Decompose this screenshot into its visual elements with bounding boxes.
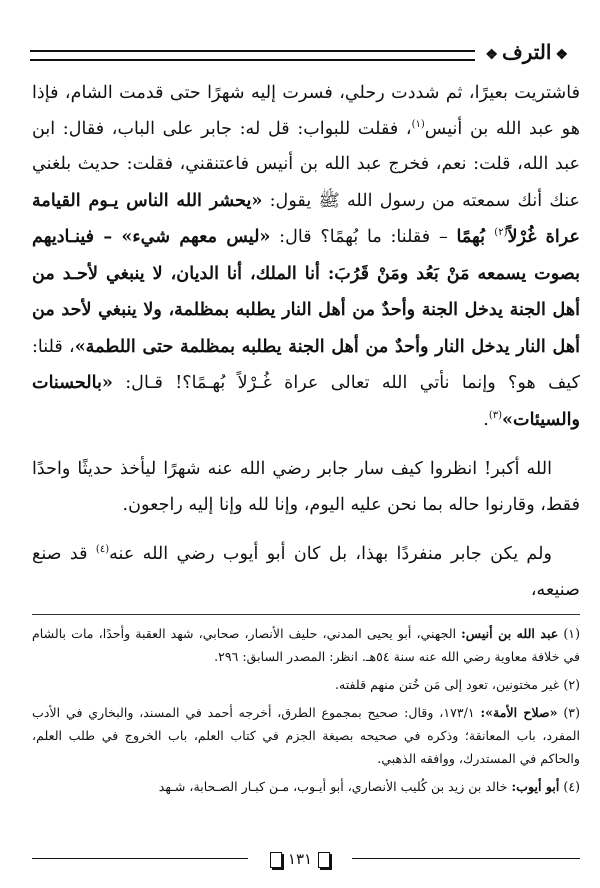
ornament-icon: ❖ xyxy=(555,47,568,63)
footnote-number: (٢) xyxy=(563,677,580,692)
running-header xyxy=(30,36,580,68)
page-number-box xyxy=(248,844,352,874)
footnote-number: (٤) xyxy=(563,779,580,794)
page-footer xyxy=(0,844,600,874)
footnote-head: عبد الله بن أنيس: xyxy=(461,626,559,641)
header-title xyxy=(475,36,580,71)
footnote-separator xyxy=(32,614,580,615)
footnote-number: (١) xyxy=(563,626,580,641)
text-run: ، فقلت للبواب: قل له: جابر على الباب، فقال: ابن عبد الله، قلت: نعم، فخرج عبد الله بن أنيس فاعتنقني، فقلت: حديث بلغني عنك أنك سمعته من رسول الله ﷺ يقول: xyxy=(32,118,580,211)
text-run: – فقلنا: ما بُهمًا؟ قال: xyxy=(270,227,457,247)
book-icon xyxy=(270,852,282,868)
text-run: ، قلنا: كيف هو؟ وإنما نأتي الله تعالى عراة غُـرْلاً بُهـمًا؟! قـال: xyxy=(32,336,580,393)
footnote xyxy=(32,701,580,770)
text-run: فاشتريت بعيرًا، ثم شددت رحلي، فسرت إليه شهرًا حتى قدمت الشام، فإذا هو عبد الله بن أنيس xyxy=(32,83,580,139)
footnote-head: «صلاح الأمة»: xyxy=(480,705,558,720)
hadith-quote: «بالحسنات والسيئات» xyxy=(32,372,580,430)
paragraph-3 xyxy=(32,537,580,608)
footnote xyxy=(32,622,580,668)
paragraph-2: الله أكبر! انظروا كيف سار جابر رضي الله عنه شهرًا ليأخذ حديثًا واحدًا فقط، وقارنوا حاله بما نحن عليه اليوم، وإنا لله وإنا إليه راجعون. xyxy=(32,459,580,515)
footnote-number: (٣) xyxy=(563,705,580,720)
footnote-head: أبو أيوب: xyxy=(511,779,560,794)
hadith-quote: «يحشر الله الناس يـوم القيامة عراة غُرْلاً xyxy=(32,189,580,247)
footnote-text: خالد بن زيد بن كُليب الأنصاري، أبو أيـوب، مـن كبـار الصـحابة، شـهد xyxy=(158,779,512,794)
footnote xyxy=(32,775,580,798)
hadith-quote: «ليس معهم شيء» – فينـاديهم بصوت يسمعه مَنْ بَعُد ومَنْ قَرُبَ: أنا الملك، أنا الديان، لا ينبغي لأحـد من أهل الجنة يدخل الجنة وأحدٌ من أهل النار يطلبه بمظلمة، ولا ينبغي لأحد من أهل النار يدخل النار وأحدٌ من أهل الجنة يطلبه بمظلمة حتى اللطمة» xyxy=(32,226,580,357)
text-run: . xyxy=(483,409,489,430)
footnote-text: الجهني، أبو يحيى المدني، حليف الأنصار، صحابي، شهد العقبة وأحدًا، مات بالشام في خلافة معاوية رضي الله عنه سنة ٥٤هـ. انظر: المصدر السابق: ٢٩٦. xyxy=(32,626,580,664)
paragraph-1 xyxy=(32,76,580,438)
footnote xyxy=(32,673,580,696)
ornament-icon: ❖ xyxy=(485,47,498,63)
page-number: ١٣١ xyxy=(287,850,313,868)
text-run: قد صنع صنيعه، xyxy=(32,544,580,600)
hadith-quote: بُهمًا xyxy=(456,226,495,247)
text-run: ولم يكن جابر منفردًا بهذا، بل كان أبو أيوب رضي الله عنه xyxy=(109,544,552,564)
footnote-ref: (٢) xyxy=(494,227,508,239)
footnote-text: ١٧٣/١، وقال: صحيح بمجموع الطرق، أخرجه أحمد في المسند، والبخاري في الأدب المفرد، باب المعانقة؛ وذكره في صحيحه بصيغة الجزم في كتاب العلم، باب الخروج في طلب العلم، والحاكم في المستدرك، ووافقه الذهبي. xyxy=(32,705,580,766)
footnote-text: غير مختونين، تعود إلى مَن خُتن منهم قلفته. xyxy=(334,677,560,692)
footnote-ref: (٣) xyxy=(488,409,503,421)
footnotes xyxy=(32,622,580,803)
header-title-text: الترف xyxy=(501,40,552,64)
main-text xyxy=(32,76,580,608)
footnote-ref: (١) xyxy=(411,118,425,130)
book-icon xyxy=(318,852,330,868)
footnote-ref: (٤) xyxy=(95,544,110,556)
